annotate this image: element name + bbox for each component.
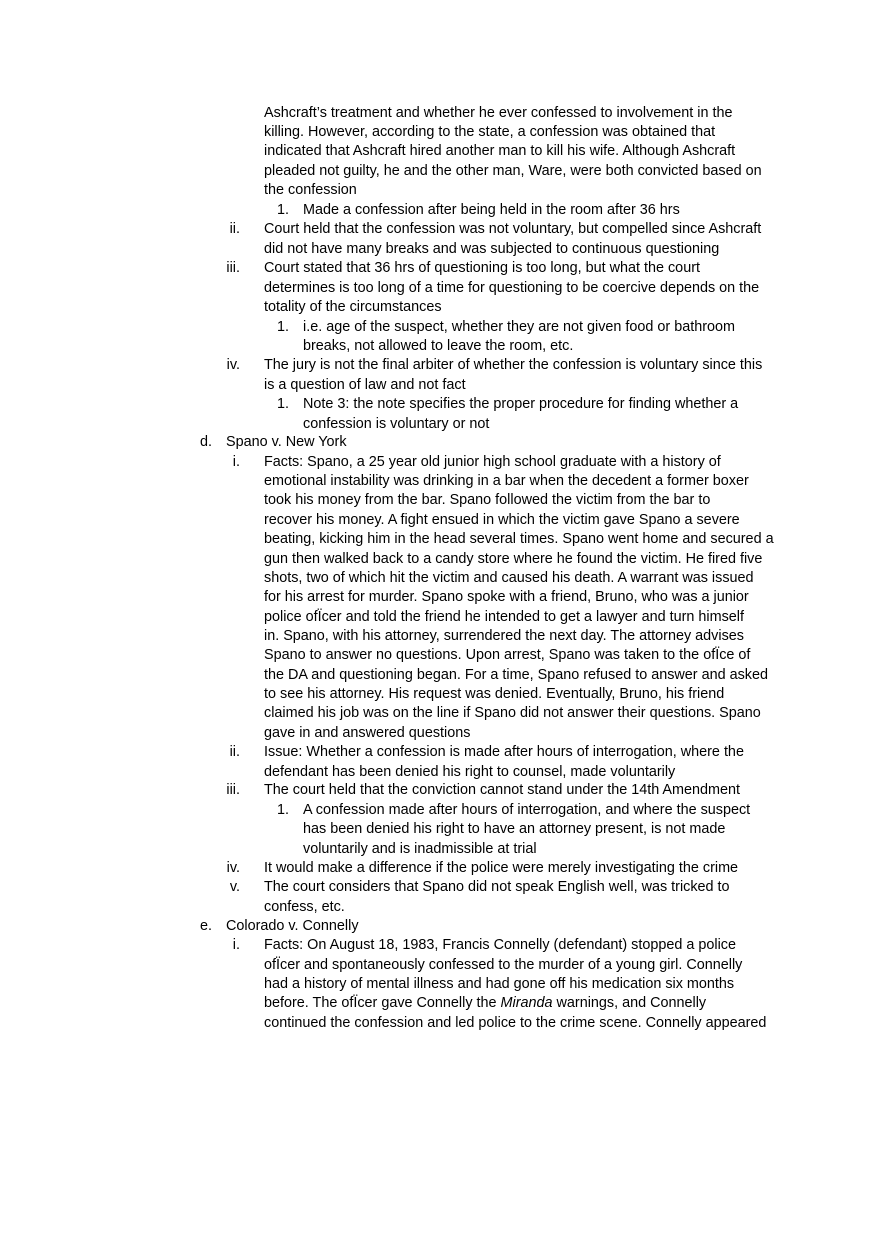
spano-facts-line-14: claimed his job was on the line if Spano did not answer their questions. Spano [264,705,761,721]
spano-facts-line-15: gave in and answered questions [264,725,471,741]
spano-facts-line-2: emotional instability was drinking in a bar when the decedent a former boxer [264,473,749,489]
list-marker: ii. [229,744,240,760]
miranda-italic: Miranda [500,995,553,1011]
spano-facts-line-10: in. Spano, with his attorney, surrendered the next day. The attorney advises [264,628,744,644]
spano-facts-line-8: for his arrest for murder. Spano spoke with a friend, Bruno, who was a junior [264,589,749,605]
spano-facts-line-11: Spano to answer no questions. Upon arrest, Spano was taken to the ofÏce of [264,647,751,663]
ashcraft-iii-line-2: determines is too long of a time for questioning to be coercive depends on the [264,280,760,296]
list-marker: 1. [277,319,290,335]
spano-v-line-2: confess, etc. [264,899,345,915]
list-marker: iii. [226,260,240,276]
spano-iv-line: It would make a difference if the police were merely investigating the crime [264,860,739,876]
list-marker: 1. [277,202,290,218]
spano-facts-line-9: police ofÏcer and told the friend he intended to get a lawyer and turn himself [264,609,744,625]
intro-subitem-line: Made a confession after being held in the room after 36 hrs [303,202,680,218]
intro-line-3: indicated that Ashcraft hired another man to kill his wife. Although Ashcraft [264,143,736,159]
ashcraft-ii-line-1: Court held that the confession was not voluntary, but compelled since Ashcraft [264,221,762,237]
connelly-facts-line-3: had a history of mental illness and had gone off his medication six months [264,976,735,992]
list-marker: d. [200,434,213,450]
intro-line-5: the confession [264,182,357,198]
intro-line-2: killing. However, according to the state, a confession was obtained that [264,124,716,140]
connelly-facts-line-4 [264,994,706,1013]
spano-rule-line-3: voluntarily and is inadmissible at trial [303,841,537,857]
spano-holding-line: The court held that the conviction cannot stand under the 14th Amendment [264,782,741,798]
list-marker: e. [200,918,213,934]
spano-facts-line-6: gun then walked back to a candy store where he found the victim. He fired five [264,551,763,567]
spano-facts-line-3: took his money from the bar. Spano followed the victim from the bar to [264,492,711,508]
spano-issue-line-1: Issue: Whether a confession is made after hours of interrogation, where the [264,744,744,760]
ashcraft-iii-sub-line-1: i.e. age of the suspect, whether they are not given food or bathroom [303,319,735,335]
list-marker: iv. [226,357,240,373]
ashcraft-ii-line-2: did not have many breaks and was subjected to continuous questioning [264,241,720,257]
connelly-line4-before: before. The ofÏcer gave Connelly the [264,995,501,1011]
list-marker: ii. [229,221,240,237]
connelly-facts-line-5: continued the confession and led police to the crime scene. Connelly appeared [264,1015,767,1031]
spano-facts-line-1: Facts: Spano, a 25 year old junior high school graduate with a history of [264,454,721,470]
list-marker: v. [229,879,240,895]
connelly-facts-line-1: Facts: On August 18, 1983, Francis Connelly (defendant) stopped a police [264,937,736,953]
ashcraft-iv-sub-line-2: confession is voluntary or not [303,416,490,432]
case-heading-connelly: Colorado v. Connelly [226,918,359,934]
connelly-facts-line-2: ofÏcer and spontaneously confessed to the murder of a young girl. Connelly [264,957,743,973]
spano-issue-line-2: defendant has been denied his right to counsel, made voluntarily [264,764,676,780]
intro-line-1: Ashcraft’s treatment and whether he ever confessed to involvement in the [264,105,733,121]
spano-facts-line-5: beating, kicking him in the head several times. Spano went home and secured a [264,531,774,547]
case-heading-spano: Spano v. New York [226,434,347,450]
spano-facts-line-12: the DA and questioning began. For a time, Spano refused to answer and asked [264,667,769,683]
connelly-line4-after: warnings, and Connelly [552,995,707,1011]
ashcraft-iii-sub-line-2: breaks, not allowed to leave the room, etc. [303,338,574,354]
spano-facts-line-4: recover his money. A fight ensued in which the victim gave Spano a severe [264,512,740,528]
list-marker: i. [232,454,240,470]
spano-rule-line-1: A confession made after hours of interrogation, and where the suspect [303,802,751,818]
ashcraft-iv-line-1: The jury is not the final arbiter of whether the confession is voluntary since this [264,357,763,373]
intro-line-4: pleaded not guilty, he and the other man, Ware, were both convicted based on [264,163,762,179]
list-marker: 1. [277,396,290,412]
list-marker: i. [232,937,240,953]
list-marker: 1. [277,802,290,818]
spano-rule-line-2: has been denied his right to have an attorney present, is not made [303,821,726,837]
spano-facts-line-7: shots, two of which hit the victim and caused his death. A warrant was issued [264,570,754,586]
list-marker: iii. [226,782,240,798]
ashcraft-iii-line-3: totality of the circumstances [264,299,442,315]
spano-facts-line-13: to see his attorney. His request was denied. Eventually, Bruno, his friend [264,686,725,702]
spano-v-line-1: The court considers that Spano did not speak English well, was tricked to [264,879,730,895]
ashcraft-iv-sub-line-1: Note 3: the note specifies the proper procedure for finding whether a [303,396,739,412]
list-marker: iv. [226,860,240,876]
ashcraft-iv-line-2: is a question of law and not fact [264,377,466,393]
ashcraft-iii-line-1: Court stated that 36 hrs of questioning is too long, but what the court [264,260,700,276]
